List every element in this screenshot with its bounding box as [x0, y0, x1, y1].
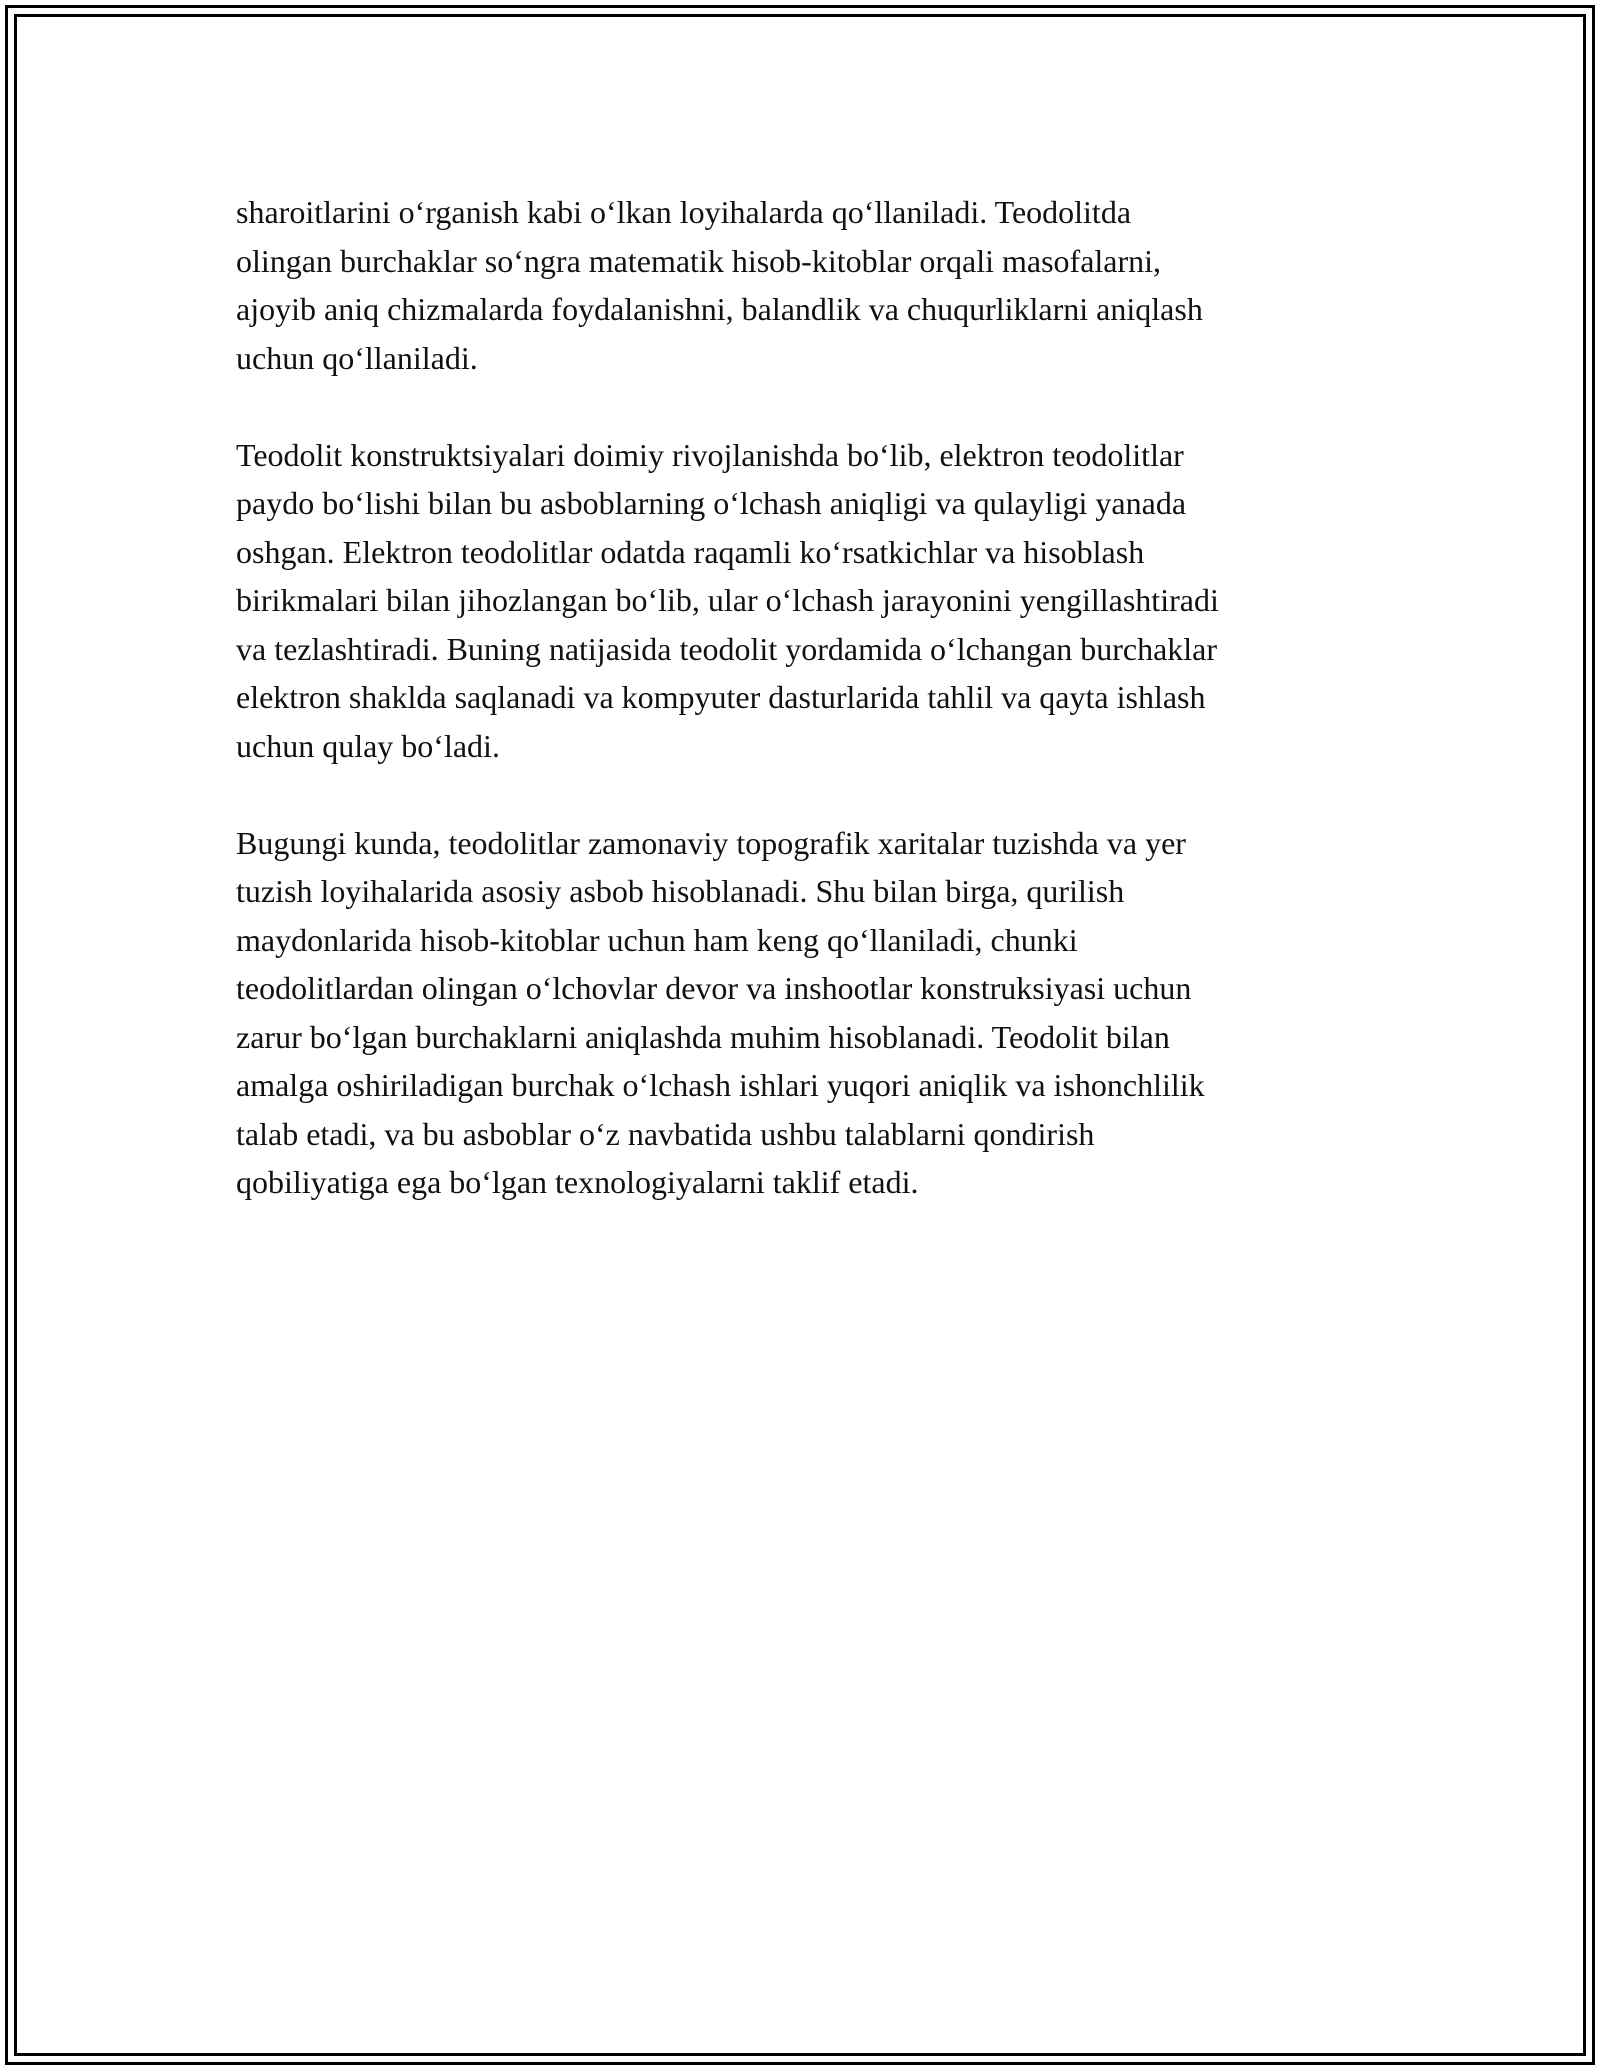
- text-line: uchun qo‘llaniladi.: [236, 339, 478, 376]
- text-line: talab etadi, va bu asboblar o‘z navbatida ushbu talablarni qondirish: [236, 1115, 1095, 1152]
- text-line: Bugungi kunda, teodolitlar zamonaviy topografik xaritalar tuzishda va yer: [236, 824, 1186, 861]
- text-line: sharoitlarini o‘rganish kabi o‘lkan loyihalarda qo‘llaniladi. Teodolitda: [236, 194, 1132, 230]
- text-line: teodolitlardan olingan o‘lchovlar devor va inshootlar konstruksiyasi uchun: [236, 970, 1192, 1006]
- document-body: [236, 188, 1386, 1255]
- text-line: qobiliyatiga ega bo‘lgan texnologiyalarni taklif etadi.: [236, 1164, 919, 1200]
- text-line: zarur bo‘lgan burchaklarni aniqlashda muhim hisoblanadi. Teodolit bilan: [236, 1018, 1170, 1055]
- text-line: ajoyib aniq chizmalarda foydalanishni, balandlik va chuqurliklarni aniqlash: [236, 291, 1203, 327]
- text-line: uchun qulay bo‘ladi.: [236, 727, 500, 764]
- paragraph-3: [236, 819, 1386, 1207]
- text-line: amalga oshiriladigan burchak o‘lchash ishlari yuqori aniqlik va ishonchlilik: [236, 1067, 1205, 1103]
- text-line: paydo bo‘lishi bilan bu asboblarning o‘lchash aniqligi va qulayligi yanada: [236, 485, 1187, 521]
- paragraph-1: [236, 188, 1386, 382]
- text-line: birikmalari bilan jihozlangan bo‘lib, ular o‘lchash jarayonini yengillashtiradi: [236, 582, 1219, 618]
- text-line: va tezlashtiradi. Buning natijasida teodolit yordamida o‘lchangan burchaklar: [236, 630, 1218, 667]
- text-line: oshgan. Elektron teodolitlar odatda raqamli ko‘rsatkichlar va hisoblash: [236, 533, 1145, 570]
- text-line: tuzish loyihalarida asosiy asbob hisoblanadi. Shu bilan birga, qurilish: [236, 873, 1125, 909]
- text-line: maydonlarida hisob-kitoblar uchun ham keng qo‘llaniladi, chunki: [236, 921, 1078, 958]
- text-line: elektron shaklda saqlanadi va kompyuter dasturlarida tahlil va qayta ishlash: [236, 679, 1206, 715]
- paragraph-2: [236, 431, 1386, 771]
- text-line: olingan burchaklar so‘ngra matematik hisob-kitoblar orqali masofalarni,: [236, 242, 1162, 279]
- text-line: Teodolit konstruktsiyalari doimiy rivojlanishda bo‘lib, elektron teodolitlar: [236, 436, 1184, 473]
